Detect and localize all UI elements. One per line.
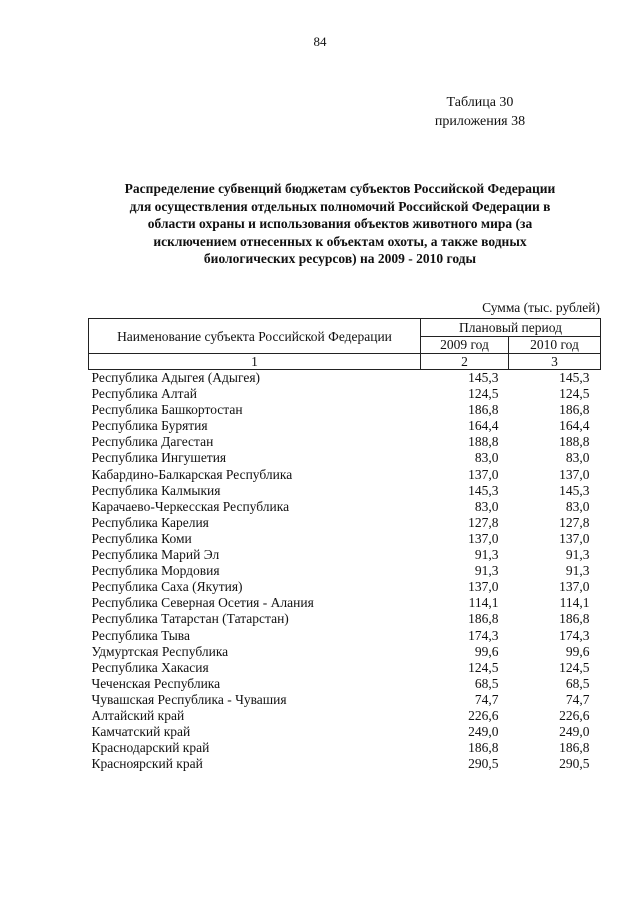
table-row bbox=[89, 483, 601, 499]
amount-2009-cell: 186,8 bbox=[468, 611, 499, 627]
region-name-cell: Республика Адыгея (Адыгея) bbox=[91, 370, 261, 385]
table-row bbox=[89, 740, 601, 756]
document-title bbox=[80, 180, 600, 268]
amount-2010-cell: 226,6 bbox=[559, 707, 590, 723]
table-row bbox=[89, 724, 601, 740]
amount-2010-cell: 68,5 bbox=[565, 675, 590, 691]
title-line: для осуществления отдельных полномочий Российской Федерации в bbox=[129, 198, 551, 214]
amount-2010-cell: 91,3 bbox=[565, 547, 590, 563]
amount-2010-cell: 114,1 bbox=[559, 595, 590, 611]
amount-2009-cell: 145,3 bbox=[468, 482, 499, 498]
region-name-cell: Краснодарский край bbox=[91, 740, 210, 756]
table-row bbox=[89, 418, 601, 434]
amount-2009-cell: 186,8 bbox=[468, 402, 499, 418]
amount-2009-cell: 174,3 bbox=[468, 627, 499, 643]
amount-2010-cell: 74,7 bbox=[565, 691, 590, 707]
amount-2010-cell: 83,0 bbox=[565, 450, 590, 466]
amount-2010-cell: 137,0 bbox=[559, 579, 590, 595]
amount-2009-cell: 127,8 bbox=[468, 514, 499, 530]
page-number: 84 bbox=[313, 34, 327, 49]
amount-2009-cell: 114,1 bbox=[468, 595, 499, 611]
amount-2009-cell: 188,8 bbox=[468, 434, 499, 450]
table-row bbox=[89, 644, 601, 660]
table-row bbox=[89, 579, 601, 595]
region-name-cell: Чувашская Республика - Чувашия bbox=[91, 691, 287, 707]
table-row bbox=[89, 692, 601, 708]
region-name-cell: Республика Башкортостан bbox=[91, 402, 243, 418]
region-name-cell: Республика Северная Осетия - Алания bbox=[91, 595, 314, 611]
region-name-cell: Республика Саха (Якутия) bbox=[91, 579, 243, 595]
amount-2010-cell: 124,5 bbox=[559, 659, 590, 675]
amount-2009-cell: 186,8 bbox=[468, 740, 499, 756]
amount-2010-cell: 137,0 bbox=[559, 466, 590, 482]
amount-2010-cell: 145,3 bbox=[559, 370, 590, 385]
region-name-cell: Республика Карелия bbox=[91, 514, 209, 530]
annex-appendix-label: приложения 38 bbox=[434, 114, 526, 129]
amount-2009-cell: 164,4 bbox=[468, 418, 499, 434]
amount-2009-cell: 124,5 bbox=[468, 659, 499, 675]
header-year-2010: 2010 год bbox=[509, 336, 601, 354]
amount-2010-cell: 127,8 bbox=[559, 514, 590, 530]
table-row bbox=[89, 450, 601, 466]
title-line: области охраны и использования объектов животного мира (за bbox=[147, 216, 533, 231]
amount-2009-cell: 74,7 bbox=[474, 691, 499, 707]
amount-2009-cell: 91,3 bbox=[474, 563, 499, 579]
annex-reference bbox=[420, 93, 540, 131]
amount-2009-cell: 83,0 bbox=[474, 498, 499, 514]
table-row bbox=[89, 547, 601, 563]
table-row bbox=[89, 708, 601, 724]
region-name-cell: Кабардино-Балкарская Республика bbox=[91, 466, 293, 482]
region-name-cell: Республика Мордовия bbox=[91, 563, 220, 579]
amount-2009-cell: 91,3 bbox=[474, 547, 499, 563]
table-row bbox=[89, 660, 601, 676]
table-row bbox=[89, 370, 601, 387]
table-row bbox=[89, 515, 601, 531]
table-row bbox=[89, 402, 601, 418]
amount-2010-cell: 186,8 bbox=[559, 611, 590, 627]
region-name-cell: Республика Бурятия bbox=[91, 418, 208, 434]
amount-2010-cell: 83,0 bbox=[565, 498, 590, 514]
amount-2010-cell: 99,6 bbox=[565, 643, 590, 659]
amount-2009-cell: 68,5 bbox=[474, 675, 499, 691]
amount-2010-cell: 186,8 bbox=[559, 740, 590, 756]
amount-2010-cell: 174,3 bbox=[559, 627, 590, 643]
table-row bbox=[89, 611, 601, 627]
table-row bbox=[89, 434, 601, 450]
title-line: биологических ресурсов) на 2009 - 2010 годы bbox=[203, 251, 477, 266]
region-name-cell: Республика Татарстан (Татарстан) bbox=[91, 611, 289, 627]
column-number: 2 bbox=[421, 354, 509, 370]
amount-2010-cell: 91,3 bbox=[565, 563, 590, 579]
region-name-cell: Республика Алтай bbox=[91, 386, 197, 402]
amount-2009-cell: 137,0 bbox=[468, 530, 499, 546]
table-row bbox=[89, 676, 601, 692]
amount-2010-cell: 249,0 bbox=[559, 724, 590, 740]
header-year-2009: 2009 год bbox=[421, 336, 509, 354]
amount-2010-cell: 164,4 bbox=[559, 418, 590, 434]
subvention-table bbox=[88, 318, 601, 772]
table-row bbox=[89, 563, 601, 579]
amount-2009-cell: 290,5 bbox=[468, 756, 499, 772]
table-row bbox=[89, 595, 601, 611]
region-name-cell: Республика Дагестан bbox=[91, 434, 214, 450]
region-name-cell: Республика Калмыкия bbox=[91, 482, 221, 498]
amount-2010-cell: 145,3 bbox=[559, 482, 590, 498]
region-name-cell: Республика Марий Эл bbox=[91, 547, 220, 563]
table-row bbox=[89, 756, 601, 772]
amount-2009-cell: 124,5 bbox=[468, 386, 499, 402]
amount-2010-cell: 188,8 bbox=[559, 434, 590, 450]
region-name-cell: Республика Хакасия bbox=[91, 659, 209, 675]
title-line: исключением отнесенных к объектам охоты, а также водных bbox=[153, 233, 527, 249]
amount-2009-cell: 145,3 bbox=[468, 370, 499, 385]
table-row bbox=[89, 499, 601, 515]
header-plan-period: Плановый период bbox=[421, 319, 601, 337]
column-number: 3 bbox=[509, 354, 601, 370]
region-name-cell: Республика Тыва bbox=[91, 627, 190, 643]
table-body bbox=[89, 370, 601, 773]
region-name-cell: Республика Коми bbox=[91, 530, 192, 546]
table-row bbox=[89, 628, 601, 644]
region-name-cell: Алтайский край bbox=[91, 707, 185, 723]
header-region-name: Наименование субъекта Российской Федерации bbox=[89, 319, 421, 354]
region-name-cell: Камчатский край bbox=[91, 724, 191, 740]
amount-2010-cell: 290,5 bbox=[559, 756, 590, 772]
amount-2010-cell: 137,0 bbox=[559, 530, 590, 546]
amount-2009-cell: 137,0 bbox=[468, 466, 499, 482]
amount-2009-cell: 99,6 bbox=[474, 643, 499, 659]
amount-2009-cell: 249,0 bbox=[468, 724, 499, 740]
amount-2010-cell: 124,5 bbox=[559, 386, 590, 402]
amount-2010-cell: 186,8 bbox=[559, 402, 590, 418]
region-name-cell: Удмуртская Республика bbox=[91, 643, 229, 659]
column-number: 1 bbox=[89, 354, 421, 370]
annex-table-label: Таблица 30 bbox=[446, 95, 514, 110]
table-row bbox=[89, 531, 601, 547]
region-name-cell: Республика Ингушетия bbox=[91, 450, 227, 466]
table-row bbox=[89, 386, 601, 402]
region-name-cell: Карачаево-Черкесская Республика bbox=[91, 498, 290, 514]
sum-units-label: Сумма (тыс. рублей) bbox=[482, 300, 600, 315]
amount-2009-cell: 226,6 bbox=[468, 707, 499, 723]
region-name-cell: Чеченская Республика bbox=[91, 675, 221, 691]
table-row bbox=[89, 467, 601, 483]
amount-2009-cell: 137,0 bbox=[468, 579, 499, 595]
region-name-cell: Красноярский край bbox=[91, 756, 203, 772]
title-line: Распределение субвенций бюджетам субъектов Российской Федерации bbox=[124, 181, 556, 196]
amount-2009-cell: 83,0 bbox=[474, 450, 499, 466]
